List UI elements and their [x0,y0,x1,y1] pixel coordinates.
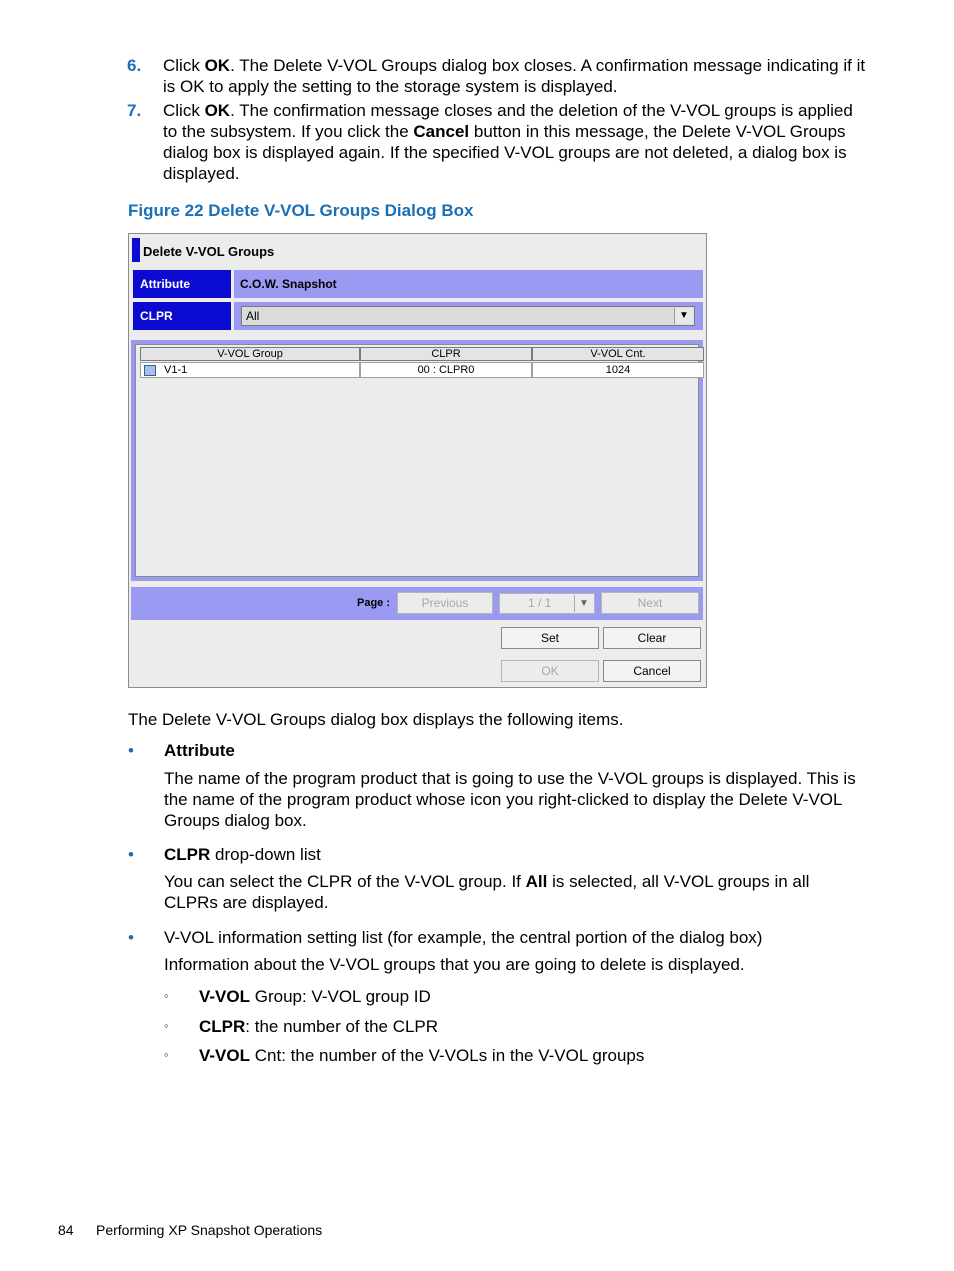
clear-button[interactable]: Clear [603,627,701,649]
item-vvol-list: • V-VOL information setting list (for example, the central portion of the dialog box) [128,928,763,947]
item-vvol-list-desc: Information about the V-VOL groups that you are going to delete is displayed. [164,955,745,974]
clpr-label: CLPR [133,302,231,330]
footer-section: Performing XP Snapshot Operations [96,1222,323,1238]
item-attribute: • Attribute [128,741,235,760]
step-text: Click OK. The confirmation message closes and the deletion of the V-VOL groups is applied to the subsystem. If you click the Cancel button in this message, the Delete V-VOL Groups dialog box is displayed again. If the specified V-VOL groups are not deleted, a dialog box is displayed. [163,101,853,183]
page-number: 84 [58,1222,74,1238]
clpr-selected: All [246,309,260,323]
intro-text: The Delete V-VOL Groups dialog box displays the following items. [128,710,624,729]
subitem-vvol-cnt: ◦ V-VOL Cnt: the number of the V-VOLs in the V-VOL groups [164,1046,645,1065]
attribute-value: C.O.W. Snapshot [234,270,703,298]
next-button[interactable]: Next [601,592,699,614]
volume-icon [144,365,156,376]
circle-bullet-icon: ◦ [164,988,169,1003]
subitem-vvol-group: ◦ V-VOL Group: V-VOL group ID [164,987,431,1006]
circle-bullet-icon: ◦ [164,1047,169,1062]
bullet-icon: • [128,928,134,947]
circle-bullet-icon: ◦ [164,1018,169,1033]
step-number: 7. [127,101,142,120]
cancel-button[interactable]: Cancel [603,660,701,682]
chevron-down-icon[interactable]: ▼ [674,308,693,324]
clpr-dropdown[interactable] [241,306,695,326]
item-attribute-desc: The name of the program product that is going to use the V-VOL groups is displayed. This is the name of the program product whose icon you right-clicked to display the Delete V-VOL Groups dialog box. [164,769,856,830]
attribute-label: Attribute [133,270,231,298]
pagination-bar [131,587,703,620]
vvol-list-frame [131,340,703,581]
page-label: Page : [357,597,391,609]
attribute-row [133,270,703,298]
bullet-icon: • [128,845,134,864]
cell-vvol-cnt: 1024 [532,362,704,378]
title-accent [132,238,140,262]
item-clpr-desc: You can select the CLPR of the V-VOL group. If All is selected, all V-VOL groups in all CLPRs are displayed. [164,872,810,912]
set-button[interactable]: Set [501,627,599,649]
cell-clpr: 00 : CLPR0 [360,362,532,378]
vvol-table [135,344,699,577]
item-clpr: • CLPR drop-down list [128,845,321,864]
step-6 [127,55,867,97]
step-7 [127,100,867,184]
subitem-clpr: ◦ CLPR: the number of the CLPR [164,1017,439,1036]
cell-vvol-group: V1-1 [140,362,360,378]
step-text: Click OK. The Delete V-VOL Groups dialog box closes. A confirmation message indicating if it is OK to apply the setting to the storage system is displayed. [163,56,866,96]
ok-button[interactable]: OK [501,660,599,682]
page-value: 1 / 1 [528,596,552,610]
figure-caption: Figure 22 Delete V-VOL Groups Dialog Box [128,201,474,220]
bullet-icon: • [128,741,134,760]
column-header-vvol-cnt[interactable]: V-VOL Cnt. [532,347,704,361]
previous-button[interactable]: Previous [397,592,493,614]
dialog-title: Delete V-VOL Groups [143,244,275,259]
step-number: 6. [127,56,142,75]
clpr-row [133,302,703,330]
page-select[interactable] [499,593,595,614]
chevron-down-icon[interactable]: ▼ [574,595,593,612]
delete-vvol-groups-dialog [128,233,707,688]
column-header-vvol-group[interactable]: V-VOL Group [140,347,360,361]
column-header-clpr[interactable]: CLPR [360,347,532,361]
